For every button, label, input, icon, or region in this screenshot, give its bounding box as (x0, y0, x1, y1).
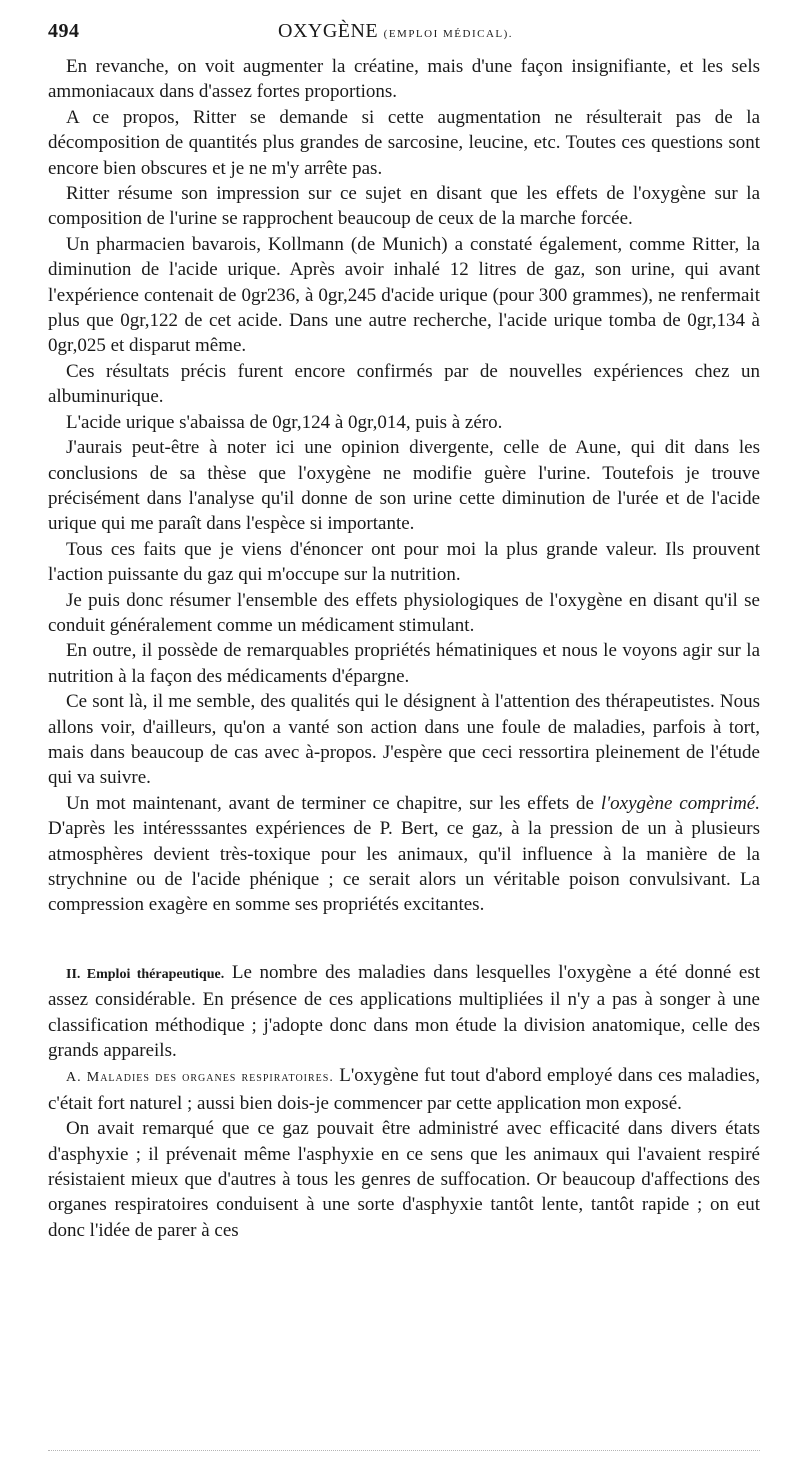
paragraph-text: Un mot maintenant, avant de terminer ce chapitre, sur les effets de (66, 792, 601, 814)
paragraph-text: D'après les intéresssantes expériences de P. Bert, ce gaz, à la pression de un à plusieurs atmosphères devient très-toxique pour les animaux, qu'il influence à la manière de la strychnine ou de l'acide phénique ; ce serait alors un véritable poison convulsivant. La compression exagère en somme ses propriétés excitantes. (48, 818, 760, 916)
section-two-paragraph (48, 960, 760, 1064)
running-title (178, 20, 760, 43)
paragraph: En revanche, on voit augmenter la créatine, mais d'une façon insignifiante, et les sels ammoniacaux dans d'assez fortes proportions. (48, 56, 760, 103)
paragraph: J'aurais peut-être à noter ici une opinion divergente, celle de Aune, qui dit dans les conclusions de sa thèse que l'oxygène ne modifie guère l'urine. Toutefois je trouve précisément dans l'analyse qu'il donne de son urine cette diminution de l'urée et de l'acide urique qui me paraît dans l'espèce si importante. (48, 437, 760, 535)
paragraph: A ce propos, Ritter se demande si cette augmentation ne résulterait pas de la décomposition de quantités plus grandes de sarcosine, leucine, etc. Toutes ces questions sont encore bien obscures et je ne m'y arrête pas. (48, 106, 760, 179)
section-gap (48, 918, 760, 960)
paragraph: On avait remarqué que ce gaz pouvait être administré avec efficacité dans divers états d'asphyxie ; il prévenait même l'asphyxie en ce sens que les animaux qui l'avaient respiré résistaient mieux que d'autres à tous les genres de suffocation. Or beaucoup d'affections des organes respiratoires conduisent à une sorte d'asphyxie tantôt lente, tantôt rapide ; on eut donc l'idée de parer à ces (48, 1118, 760, 1241)
running-title-main: OXYGÈNE (278, 20, 379, 42)
subsection-text: L'oxygène fut tout d'abord employé dans ces maladies, c'était fort naturel ; aussi bien dois-je commencer par cette application mon exposé. (48, 1065, 760, 1114)
page-number: 494 (48, 20, 80, 42)
paragraph: En outre, il possède de remarquables propriétés hématiniques et nous le voyons agir sur la nutrition à la façon des médicaments d'épargne. (48, 640, 760, 687)
subsection-heading: A. Maladies des organes respiratoires. (66, 1070, 334, 1086)
running-title-sub: (EMPLOI MÉDICAL). (383, 28, 514, 40)
paragraph-compressed-oxygen (48, 791, 760, 918)
paragraph: Un pharmacien bavarois, Kollmann (de Munich) a constaté également, comme Ritter, la diminution de l'acide urique. Après avoir inhalé 12 litres de gaz, son urine, qui avant l'expérience contenait de 0gr236, à 0gr,245 d'acide urique (pour 300 grammes), ne renfermait plus que 0gr,122 de cet acide. Dans une autre recherche, l'acide urique tomba de 0gr,134 à 0gr,025 et disparut même. (48, 233, 760, 357)
subsection-a-paragraph (48, 1063, 760, 1116)
running-head (48, 20, 760, 54)
section-heading: II. Emploi thérapeutique. (66, 966, 225, 982)
emphasis-text: l'oxygène comprimé. (600, 792, 760, 814)
section-text: Le nombre des maladies dans lesquelles l'oxygène a été donné est assez considérable. En présence de ces applications multipliées il n'y a pas à songer à une classification méthodique ; j'adopte donc dans mon étude la division anatomique, celle des grands appareils. (48, 961, 760, 1062)
paragraph: Ce sont là, il me semble, des qualités qui le désignent à l'attention des thérapeutistes. Nous allons voir, d'ailleurs, qu'on a vanté son action dans une foule de maladies, parfois à tort, mais dans beaucoup de cas avec à-propos. J'espère que ceci ressortira pleinement de l'étude qui va suivre. (48, 691, 760, 789)
paragraph: Je puis donc résumer l'ensemble des effets physiologiques de l'oxygène en disant qu'il se conduit généralement comme un médicament stimulant. (48, 589, 760, 636)
body-text (48, 54, 760, 1243)
paragraph: Ces résultats précis furent encore confirmés par de nouvelles expériences chez un albuminurique. (48, 360, 760, 408)
paragraph: Ritter résume son impression sur ce sujet en disant que les effets de l'oxygène sur la composition de l'urine se rapprochent beaucoup de ceux de la marche forcée. (48, 183, 760, 230)
book-page (48, 20, 760, 1243)
paragraph: Tous ces faits que je viens d'énoncer ont pour moi la plus grande valeur. Ils prouvent l'action puissante du gaz qui m'occupe sur la nutrition. (48, 538, 760, 586)
footer-rule (48, 1450, 760, 1451)
paragraph: L'acide urique s'abaissa de 0gr,124 à 0gr,014, puis à zéro. (66, 411, 503, 433)
